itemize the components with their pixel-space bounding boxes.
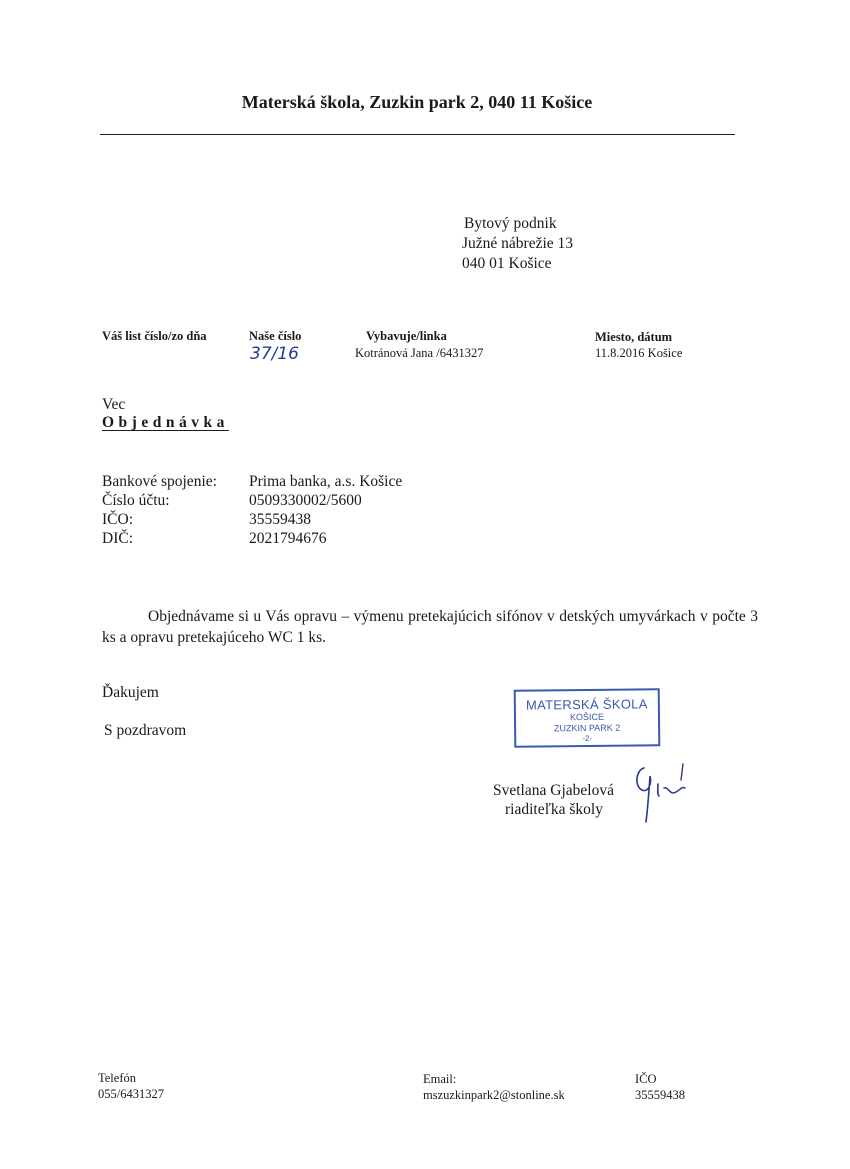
footer-email-label: Email: <box>423 1072 457 1086</box>
handled-by-value: Kotránová Jana /6431327 <box>355 346 484 360</box>
footer-ico-value: 35559438 <box>635 1088 685 1102</box>
regards-text: S pozdravom <box>104 722 187 739</box>
bank-label: Bankové spojenie: <box>102 473 217 490</box>
recipient-line-2: Južné nábrežie 13 <box>462 235 574 252</box>
our-number-label: Naše číslo <box>249 329 302 343</box>
subject-value: Objednávka <box>102 414 229 431</box>
order-paragraph: Objednávame si u Vás opravu – výmenu pretekajúcich sifónov v detských umyvárkach v počte 3 ks a opravu pretekajúceho WC 1 ks. <box>102 608 758 646</box>
recipient-line-1: Bytový podnik <box>464 215 557 232</box>
our-number-handwritten: 37/16 <box>250 344 299 364</box>
recipient-line-3: 040 01 Košice <box>462 255 552 272</box>
stamp-line-4: -2- <box>582 733 593 744</box>
school-stamp <box>514 688 661 748</box>
stamp-line-3: ZUZKIN PARK 2 <box>553 722 621 734</box>
stamp-line-2: KOŠICE <box>569 711 605 723</box>
signatory-name: Svetlana Gjabelová <box>493 782 614 799</box>
stamp-line-1: MATERSKÁ ŠKOLA <box>525 696 648 713</box>
thanks-text: Ďakujem <box>102 684 159 701</box>
footer-phone-value: 055/6431327 <box>98 1087 164 1101</box>
handled-by-label: Vybavuje/linka <box>366 329 447 343</box>
bank-value: Prima banka, a.s. Košice <box>249 473 403 490</box>
dic-value: 2021794676 <box>249 530 327 547</box>
ico-value: 35559438 <box>249 511 311 528</box>
place-date-value: 11.8.2016 Košice <box>595 346 683 360</box>
footer-email-value: mszuzkinpark2@stonline.sk <box>423 1088 565 1102</box>
footer-ico-label: IČO <box>635 1072 657 1086</box>
your-letter-label: Váš list číslo/zo dňa <box>102 329 207 343</box>
signatory-role: riaditeľka školy <box>505 801 603 818</box>
dic-label: DIČ: <box>102 530 133 547</box>
letterhead-title: Materská škola, Zuzkin park 2, 040 11 Košice <box>241 92 593 112</box>
account-label: Číslo účtu: <box>102 492 170 509</box>
handwritten-signature <box>630 760 700 826</box>
place-date-label: Miesto, dátum <box>595 330 673 344</box>
account-value: 0509330002/5600 <box>249 492 362 509</box>
footer-phone-label: Telefón <box>98 1071 136 1085</box>
ico-label: IČO: <box>102 511 133 528</box>
letterhead-divider <box>100 134 735 135</box>
subject-label: Vec <box>102 396 126 413</box>
